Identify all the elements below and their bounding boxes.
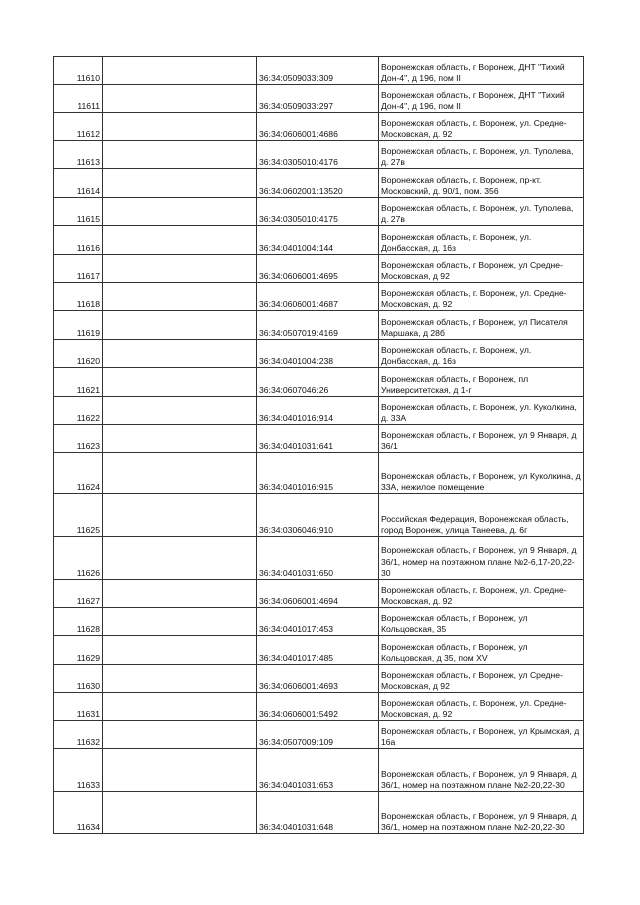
cadastral-number-cell: 36:34:0401031:650	[257, 537, 379, 580]
row-number-cell: 11617	[54, 255, 103, 283]
row-number-cell: 11627	[54, 580, 103, 608]
table-row	[54, 311, 584, 340]
empty-cell	[103, 169, 257, 198]
empty-cell	[103, 693, 257, 721]
row-number-cell: 11634	[54, 792, 103, 834]
cadastral-number-cell: 36:34:0602001:13520	[257, 169, 379, 198]
cadastral-number-cell: 36:34:0606001:4695	[257, 255, 379, 283]
table-row	[54, 665, 584, 693]
address-cell: Воронежская область, г. Воронеж, ул. Донбасская, д. 16з	[379, 226, 584, 255]
address-cell: Воронежская область, г Воронеж, ул 9 Января, д 36/1, номер на поэтажном плане №2-20,22-30	[379, 749, 584, 792]
table-row	[54, 85, 584, 113]
table-row	[54, 636, 584, 665]
empty-cell	[103, 453, 257, 494]
address-cell: Воронежская область, г Воронеж, пл Университетская, д 1-г	[379, 368, 584, 397]
cadastral-number-cell: 36:34:0507019:4169	[257, 311, 379, 340]
address-cell: Воронежская область, г. Воронеж, ул. Туполева, д. 27в	[379, 198, 584, 226]
cadastral-number-cell: 36:34:0305010:4175	[257, 198, 379, 226]
address-cell: Воронежская область, г Воронеж, ул Средне-Московская, д 92	[379, 665, 584, 693]
cadastral-number-cell: 36:34:0606001:4693	[257, 665, 379, 693]
empty-cell	[103, 665, 257, 693]
address-cell: Воронежская область, г Воронеж, ул Кольцовская, 35	[379, 608, 584, 636]
row-number-cell: 11616	[54, 226, 103, 255]
table-row	[54, 226, 584, 255]
row-number-cell: 11630	[54, 665, 103, 693]
table-row	[54, 792, 584, 834]
cadastral-number-cell: 36:34:0401016:915	[257, 453, 379, 494]
row-number-cell: 11620	[54, 340, 103, 368]
row-number-cell: 11611	[54, 85, 103, 113]
row-number-cell: 11632	[54, 721, 103, 749]
table-row	[54, 198, 584, 226]
address-cell: Воронежская область, г Воронеж, ДНТ "Тихий Дон-4", д 196, пом II	[379, 57, 584, 85]
cadastral-number-cell: 36:34:0306046:910	[257, 494, 379, 537]
table-row	[54, 608, 584, 636]
empty-cell	[103, 580, 257, 608]
row-number-cell: 11631	[54, 693, 103, 721]
row-number-cell: 11618	[54, 283, 103, 311]
empty-cell	[103, 425, 257, 453]
empty-cell	[103, 283, 257, 311]
cadastral-number-cell: 36:34:0607046:26	[257, 368, 379, 397]
row-number-cell: 11629	[54, 636, 103, 665]
cadastral-number-cell: 36:34:0401017:453	[257, 608, 379, 636]
empty-cell	[103, 198, 257, 226]
cadastral-number-cell: 36:34:0401031:641	[257, 425, 379, 453]
empty-cell	[103, 749, 257, 792]
cadastral-number-cell: 36:34:0401031:653	[257, 749, 379, 792]
row-number-cell: 11624	[54, 453, 103, 494]
address-cell: Воронежская область, г Воронеж, ДНТ "Тихий Дон-4", д 196, пом II	[379, 85, 584, 113]
row-number-cell: 11612	[54, 113, 103, 141]
row-number-cell: 11613	[54, 141, 103, 169]
address-cell: Воронежская область, г Воронеж, ул 9 Января, д 36/1, номер на поэтажном плане №2-20,22-30	[379, 792, 584, 834]
empty-cell	[103, 636, 257, 665]
empty-cell	[103, 57, 257, 85]
table-row	[54, 113, 584, 141]
empty-cell	[103, 113, 257, 141]
address-cell: Воронежская область, г Воронеж, ул Крымская, д 16а	[379, 721, 584, 749]
table-row	[54, 57, 584, 85]
empty-cell	[103, 721, 257, 749]
empty-cell	[103, 537, 257, 580]
row-number-cell: 11633	[54, 749, 103, 792]
table-row	[54, 368, 584, 397]
cadastral-number-cell: 36:34:0509033:297	[257, 85, 379, 113]
empty-cell	[103, 85, 257, 113]
cadastral-number-cell: 36:34:0606001:4694	[257, 580, 379, 608]
address-cell: Воронежская область, г. Воронеж, ул. Туполева, д. 27в	[379, 141, 584, 169]
row-number-cell: 11619	[54, 311, 103, 340]
table-row	[54, 340, 584, 368]
row-number-cell: 11621	[54, 368, 103, 397]
table-row	[54, 721, 584, 749]
empty-cell	[103, 792, 257, 834]
cadastral-number-cell: 36:34:0401016:914	[257, 397, 379, 425]
table-row	[54, 397, 584, 425]
row-number-cell: 11628	[54, 608, 103, 636]
cadastral-number-cell: 36:34:0305010:4176	[257, 141, 379, 169]
row-number-cell: 11625	[54, 494, 103, 537]
empty-cell	[103, 141, 257, 169]
cadastral-number-cell: 36:34:0401004:144	[257, 226, 379, 255]
row-number-cell: 11615	[54, 198, 103, 226]
empty-cell	[103, 397, 257, 425]
row-number-cell: 11610	[54, 57, 103, 85]
empty-cell	[103, 311, 257, 340]
address-cell: Воронежская область, г. Воронеж, пр-кт. Московский, д. 90/1, пом. 356	[379, 169, 584, 198]
address-cell: Воронежская область, г Воронеж, ул 9 Января, д 36/1	[379, 425, 584, 453]
cadastral-number-cell: 36:34:0507009:109	[257, 721, 379, 749]
table-row	[54, 425, 584, 453]
cadastral-number-cell: 36:34:0606001:5492	[257, 693, 379, 721]
address-cell: Воронежская область, г Воронеж, ул Кольцовская, д 35, пом XV	[379, 636, 584, 665]
table-row	[54, 141, 584, 169]
table-row	[54, 494, 584, 537]
empty-cell	[103, 368, 257, 397]
address-cell: Воронежская область, г Воронеж, ул Писателя Маршака, д 28б	[379, 311, 584, 340]
address-cell: Воронежская область, г. Воронеж, ул. Средне-Московская, д. 92	[379, 283, 584, 311]
empty-cell	[103, 255, 257, 283]
address-cell: Воронежская область, г Воронеж, ул Средне-Московская, д 92	[379, 255, 584, 283]
table-row	[54, 283, 584, 311]
empty-cell	[103, 608, 257, 636]
address-cell: Воронежская область, г. Воронеж, ул. Средне-Московская, д. 92	[379, 693, 584, 721]
empty-cell	[103, 494, 257, 537]
table-row	[54, 255, 584, 283]
address-cell: Воронежская область, г. Воронеж, ул. Средне-Московская, д. 92	[379, 580, 584, 608]
cadastral-number-cell: 36:34:0606001:4687	[257, 283, 379, 311]
table-row	[54, 169, 584, 198]
cadastral-number-cell: 36:34:0401031:648	[257, 792, 379, 834]
table-row	[54, 693, 584, 721]
cadastral-number-cell: 36:34:0401004:238	[257, 340, 379, 368]
registry-table-body	[54, 57, 584, 834]
row-number-cell: 11614	[54, 169, 103, 198]
table-row	[54, 453, 584, 494]
cadastral-number-cell: 36:34:0401017:485	[257, 636, 379, 665]
empty-cell	[103, 226, 257, 255]
empty-cell	[103, 340, 257, 368]
address-cell: Российская Федерация, Воронежская область, город Воронеж, улица Танеева, д. 6г	[379, 494, 584, 537]
address-cell: Воронежская область, г. Воронеж, ул. Средне-Московская, д. 92	[379, 113, 584, 141]
address-cell: Воронежская область, г Воронеж, ул Куколкина, д 33А, нежилое помещение	[379, 453, 584, 494]
table-row	[54, 580, 584, 608]
row-number-cell: 11622	[54, 397, 103, 425]
table-row	[54, 537, 584, 580]
registry-table	[53, 56, 584, 834]
address-cell: Воронежская область, г Воронеж, ул 9 Января, д 36/1, номер на поэтажном плане №2-6,17-20,22-30	[379, 537, 584, 580]
cadastral-number-cell: 36:34:0606001:4686	[257, 113, 379, 141]
table-row	[54, 749, 584, 792]
address-cell: Воронежская область, г. Воронеж, ул. Куколкина, д. 33А	[379, 397, 584, 425]
cadastral-number-cell: 36:34:0509033:309	[257, 57, 379, 85]
row-number-cell: 11626	[54, 537, 103, 580]
address-cell: Воронежская область, г. Воронеж, ул. Донбасская, д. 16з	[379, 340, 584, 368]
row-number-cell: 11623	[54, 425, 103, 453]
